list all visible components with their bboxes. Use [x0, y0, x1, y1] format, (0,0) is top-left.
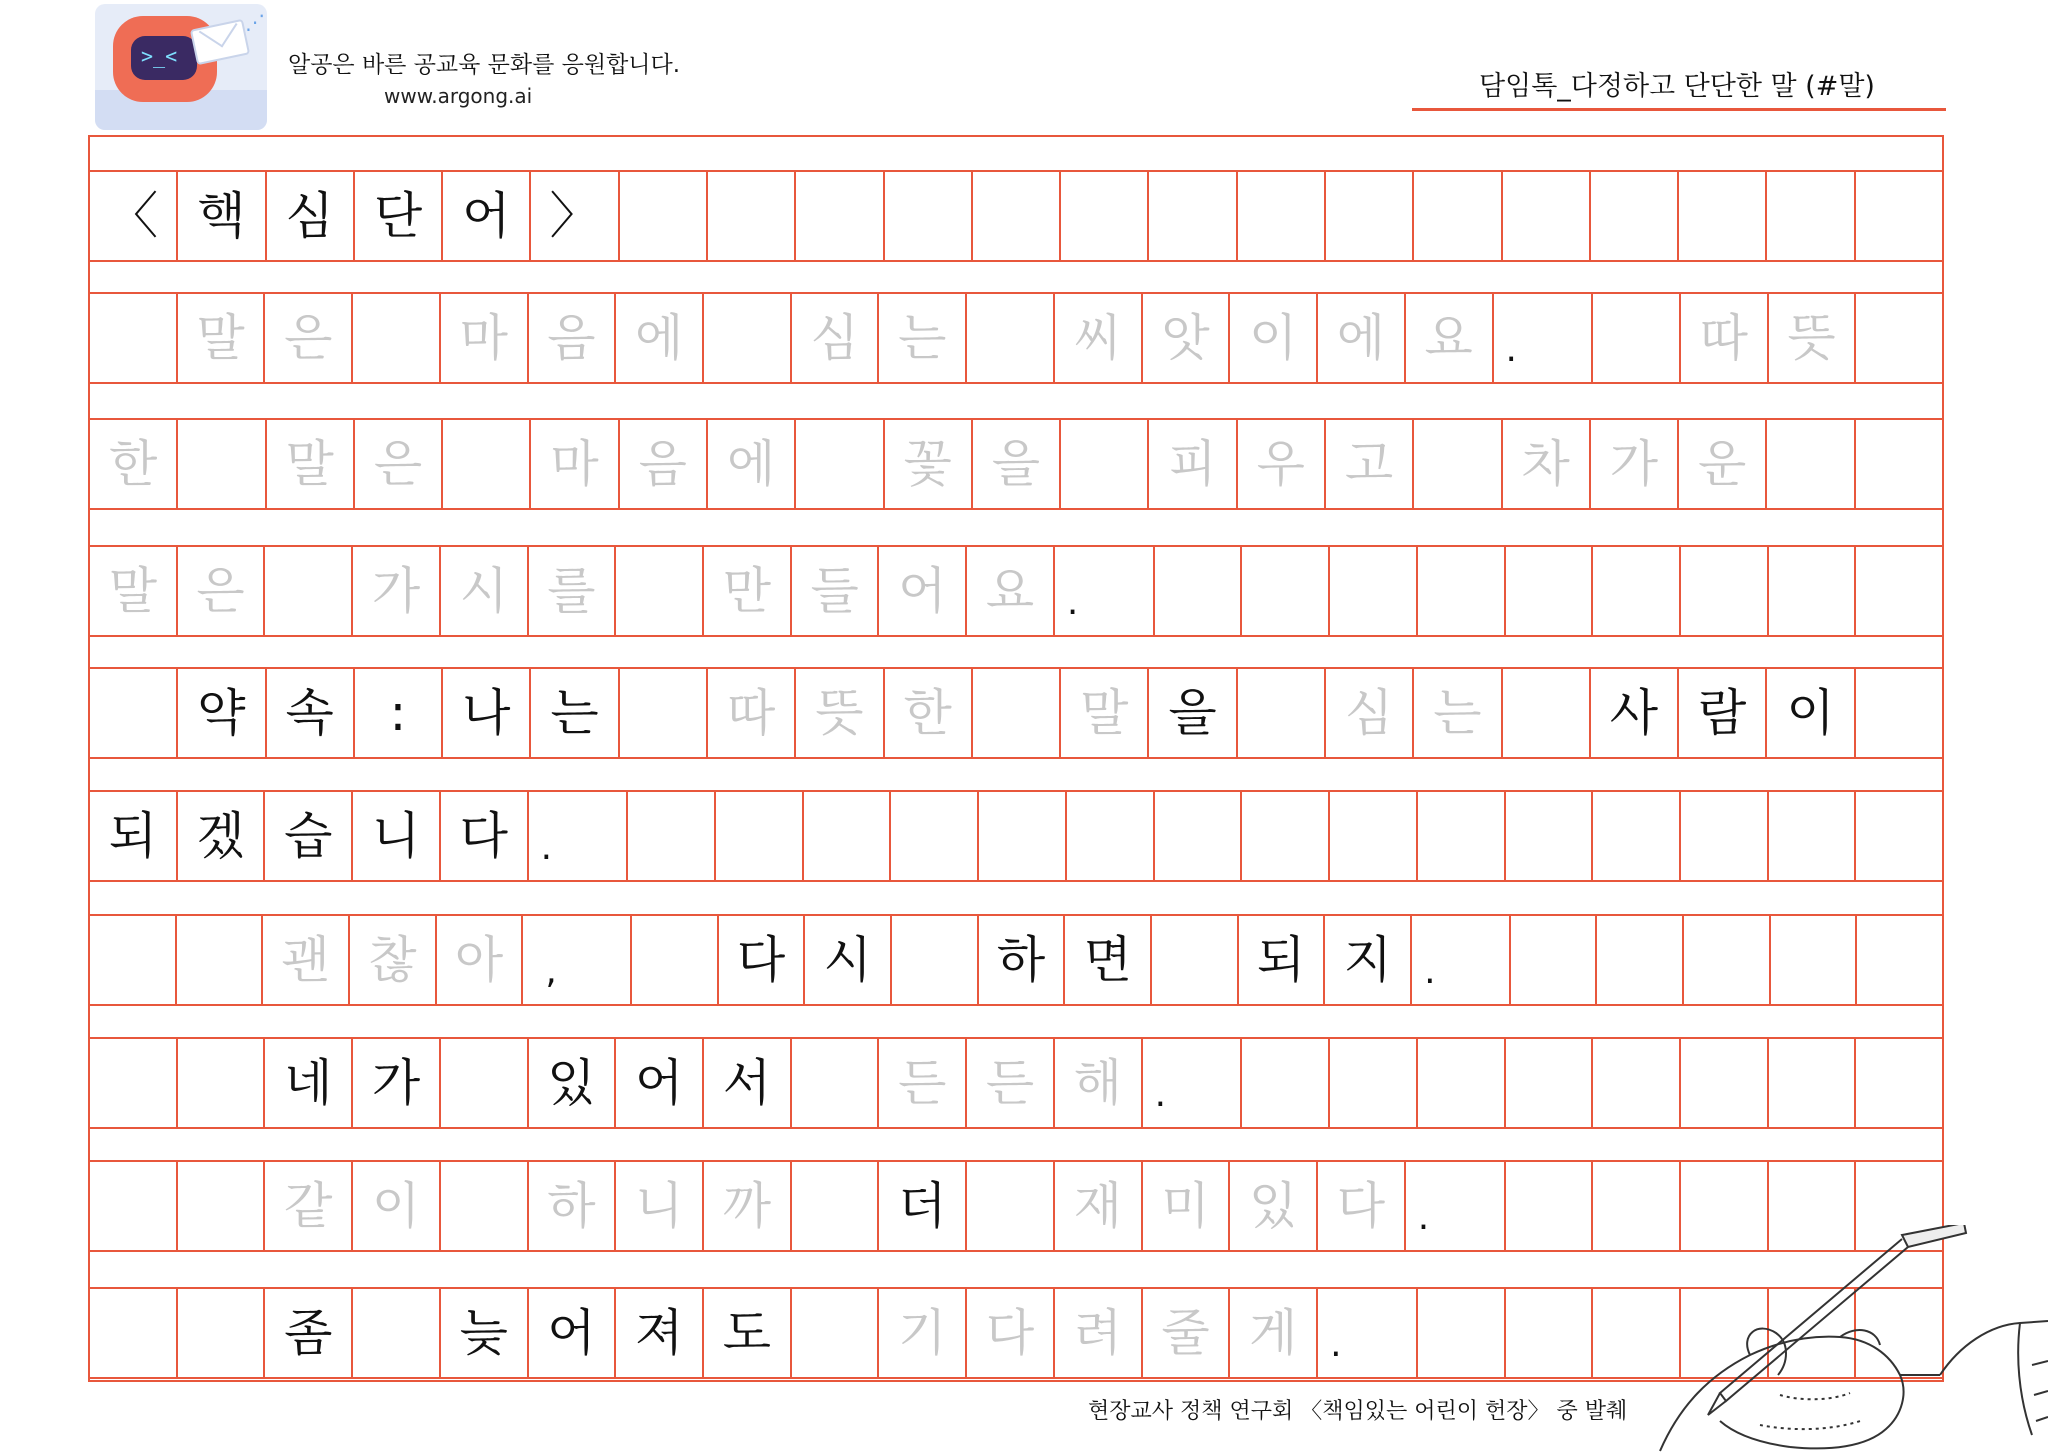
grid-cell: : — [355, 669, 443, 757]
grid-cell: . — [1055, 547, 1155, 635]
grid-cell: 핵 — [178, 172, 266, 260]
grid-cell — [177, 916, 264, 1004]
grid-row — [90, 1037, 1942, 1129]
grid-cell — [1681, 1039, 1769, 1127]
grid-cell — [1506, 1289, 1594, 1377]
grid-cell: 에 — [616, 294, 704, 382]
grid-cell: 면 — [1065, 916, 1152, 1004]
robot-face-icon: >_< — [141, 44, 178, 68]
grid-cell: 는 — [531, 669, 619, 757]
grid-cell: 게 — [1230, 1289, 1318, 1377]
grid-cell: 한 — [90, 420, 178, 508]
grid-cell — [796, 172, 884, 260]
grid-cell: 차 — [1503, 420, 1591, 508]
grid-cell — [178, 1289, 266, 1377]
grid-cell — [1418, 1289, 1506, 1377]
grid-cell: 은 — [265, 294, 353, 382]
grid-cell — [804, 792, 892, 880]
grid-cell — [1506, 1039, 1594, 1127]
grid-cell — [716, 792, 804, 880]
grid-cell: 꽃 — [885, 420, 973, 508]
grid-cell: 재 — [1055, 1162, 1143, 1250]
grid-cell: 이 — [1767, 669, 1855, 757]
grid-cell: 다 — [441, 792, 529, 880]
grid-cell — [1414, 172, 1502, 260]
grid-cell: 는 — [879, 294, 967, 382]
grid-cell: 고 — [1326, 420, 1414, 508]
grid-cell — [443, 420, 531, 508]
grid-cell — [90, 669, 178, 757]
grid-cell: 습 — [265, 792, 353, 880]
grid-cell — [1149, 172, 1237, 260]
grid-cell — [1679, 172, 1767, 260]
grid-cell: 도 — [704, 1289, 792, 1377]
sparkle-icon: ⋰ — [245, 10, 265, 34]
grid-cell: 져 — [616, 1289, 704, 1377]
grid-cell — [1152, 916, 1239, 1004]
grid-cell — [792, 1289, 880, 1377]
grid-cell — [1330, 1039, 1418, 1127]
grid-cell: 려 — [1055, 1289, 1143, 1377]
grid-cell — [1061, 172, 1149, 260]
grid-cell: 서 — [704, 1039, 792, 1127]
grid-cell — [1771, 916, 1858, 1004]
grid-cell: 우 — [1238, 420, 1326, 508]
grid-cell — [178, 420, 266, 508]
grid-cell: 미 — [1143, 1162, 1231, 1250]
grid-cell: . — [1143, 1039, 1243, 1127]
grid-cell — [1418, 1039, 1506, 1127]
grid-cell: 에 — [708, 420, 796, 508]
grid-cell: 은 — [178, 547, 266, 635]
grid-cell: 어 — [879, 547, 967, 635]
grid-cell: 까 — [704, 1162, 792, 1250]
grid-cell: 말 — [267, 420, 355, 508]
grid-cell — [973, 172, 1061, 260]
writing-grid — [88, 135, 1944, 1382]
grid-cell: 어 — [529, 1289, 617, 1377]
grid-cell — [967, 294, 1055, 382]
grid-cell: 이 — [1230, 294, 1318, 382]
grid-cell: 한 — [885, 669, 973, 757]
grid-cell: 따 — [708, 669, 796, 757]
grid-cell — [1856, 669, 1942, 757]
grid-cell: 니 — [616, 1162, 704, 1250]
robot-logo — [95, 4, 267, 130]
grid-cell — [441, 1162, 529, 1250]
grid-cell: 만 — [704, 547, 792, 635]
document-title: 담임톡_다정하고 단단한 말 (#말) — [1479, 71, 1875, 102]
grid-cell — [792, 1039, 880, 1127]
grid-cell: 지 — [1325, 916, 1412, 1004]
grid-cell: 마 — [531, 420, 619, 508]
grid-cell — [90, 294, 178, 382]
grid-cell — [265, 547, 353, 635]
grid-cell — [1242, 1039, 1330, 1127]
grid-cell: 겠 — [178, 792, 266, 880]
grid-cell — [796, 420, 884, 508]
grid-cell — [1769, 1039, 1857, 1127]
grid-cell: 뜻 — [796, 669, 884, 757]
grid-cell — [1418, 792, 1506, 880]
grid-cell — [1767, 420, 1855, 508]
grid-cell: 을 — [973, 420, 1061, 508]
grid-cell: 은 — [355, 420, 443, 508]
grid-cell — [1418, 547, 1506, 635]
grid-cell — [1061, 420, 1149, 508]
grid-cell: 단 — [355, 172, 443, 260]
grid-cell — [1684, 916, 1771, 1004]
grid-cell: 요 — [1406, 294, 1494, 382]
grid-cell — [1593, 547, 1681, 635]
grid-cell: 운 — [1679, 420, 1767, 508]
grid-cell — [1593, 792, 1681, 880]
grid-row — [90, 914, 1942, 1006]
grid-cell: 시 — [441, 547, 529, 635]
grid-row — [90, 667, 1942, 759]
grid-cell: 다 — [967, 1289, 1055, 1377]
grid-cell: 든 — [967, 1039, 1055, 1127]
grid-cell — [616, 547, 704, 635]
grid-cell — [1856, 547, 1942, 635]
grid-cell — [441, 1039, 529, 1127]
grid-cell — [90, 1289, 178, 1377]
grid-cell — [891, 792, 979, 880]
grid-cell — [1503, 669, 1591, 757]
grid-cell: 네 — [265, 1039, 353, 1127]
grid-cell — [632, 916, 719, 1004]
grid-row — [90, 418, 1942, 510]
grid-row — [90, 790, 1942, 882]
grid-cell: , — [523, 916, 632, 1004]
grid-cell — [1506, 547, 1594, 635]
grid-cell: 어 — [616, 1039, 704, 1127]
grid-cell — [1597, 916, 1684, 1004]
grid-cell — [1767, 172, 1855, 260]
grid-cell: 말 — [178, 294, 266, 382]
grid-cell — [1506, 1162, 1594, 1250]
grid-cell — [90, 1162, 178, 1250]
grid-cell: 든 — [879, 1039, 967, 1127]
grid-cell: 따 — [1681, 294, 1769, 382]
grid-cell: 하 — [979, 916, 1066, 1004]
grid-cell: 심 — [792, 294, 880, 382]
grid-cell: 심 — [267, 172, 355, 260]
grid-cell — [1681, 792, 1769, 880]
grid-cell — [178, 1039, 266, 1127]
grid-cell: 속 — [267, 669, 355, 757]
grid-cell: 는 — [1414, 669, 1502, 757]
grid-cell: 가 — [353, 547, 441, 635]
grid-cell: 다 — [1318, 1162, 1406, 1250]
title-underline — [1412, 108, 1946, 111]
grid-cell — [1330, 792, 1418, 880]
grid-cell — [1591, 172, 1679, 260]
grid-cell — [1326, 172, 1414, 260]
grid-cell: 앗 — [1143, 294, 1231, 382]
grid-cell — [1242, 792, 1330, 880]
grid-cell: 이 — [353, 1162, 441, 1250]
grid-cell — [1856, 294, 1942, 382]
grid-cell: 있 — [529, 1039, 617, 1127]
grid-cell — [1593, 1039, 1681, 1127]
grid-cell — [1238, 172, 1326, 260]
grid-cell — [1856, 420, 1942, 508]
grid-cell — [1856, 792, 1942, 880]
grid-cell: 있 — [1230, 1162, 1318, 1250]
grid-cell: 다 — [719, 916, 806, 1004]
grid-cell — [628, 792, 716, 880]
grid-cell: 를 — [529, 547, 617, 635]
grid-cell — [973, 669, 1061, 757]
grid-row — [90, 170, 1942, 262]
grid-cell — [90, 916, 177, 1004]
footer-citation: 현장교사 정책 연구회 〈책임있는 어린이 헌장〉 중 발췌 — [1088, 1399, 1628, 1424]
grid-cell — [1856, 1039, 1942, 1127]
grid-cell: 니 — [353, 792, 441, 880]
grid-cell — [1769, 792, 1857, 880]
grid-cell: 좀 — [265, 1289, 353, 1377]
grid-cell: 아 — [437, 916, 524, 1004]
grid-cell — [885, 172, 973, 260]
writing-hand-illustration — [1640, 1225, 2048, 1453]
grid-row — [90, 292, 1942, 384]
grid-cell: 가 — [1591, 420, 1679, 508]
grid-cell — [1769, 547, 1857, 635]
grid-cell — [1856, 172, 1942, 260]
grid-cell — [892, 916, 979, 1004]
grid-cell: 피 — [1149, 420, 1237, 508]
grid-cell: 줄 — [1143, 1289, 1231, 1377]
grid-cell — [353, 1289, 441, 1377]
grid-cell — [620, 669, 708, 757]
grid-cell: . — [1412, 916, 1511, 1004]
grid-cell: 람 — [1679, 669, 1767, 757]
grid-cell: 해 — [1055, 1039, 1143, 1127]
grid-cell: 시 — [805, 916, 892, 1004]
grid-cell: 나 — [443, 669, 531, 757]
grid-row — [90, 545, 1942, 637]
grid-cell — [1067, 792, 1155, 880]
grid-cell: 뜻 — [1769, 294, 1857, 382]
grid-cell: 늦 — [441, 1289, 529, 1377]
grid-cell: . — [529, 792, 629, 880]
grid-cell: 을 — [1149, 669, 1237, 757]
grid-cell: 괜 — [263, 916, 350, 1004]
grid-cell: . — [1406, 1162, 1506, 1250]
grid-cell — [353, 294, 441, 382]
grid-cell — [178, 1162, 266, 1250]
grid-cell — [967, 1162, 1055, 1250]
website-url: www.argong.ai — [384, 84, 533, 108]
grid-cell — [90, 1039, 178, 1127]
grid-cell — [704, 294, 792, 382]
page-header — [0, 0, 2048, 135]
grid-cell — [1506, 792, 1594, 880]
grid-cell: 말 — [1061, 669, 1149, 757]
grid-cell: 요 — [967, 547, 1055, 635]
grid-cell — [708, 172, 796, 260]
grid-cell: 들 — [792, 547, 880, 635]
grid-cell: 마 — [441, 294, 529, 382]
grid-cell: 〉 — [531, 172, 619, 260]
grid-cell — [1330, 547, 1418, 635]
grid-cell: 사 — [1591, 669, 1679, 757]
grid-cell: 어 — [443, 172, 531, 260]
grid-cell: 하 — [529, 1162, 617, 1250]
grid-cell — [1242, 547, 1330, 635]
grid-cell — [1681, 547, 1769, 635]
grid-cell: 음 — [620, 420, 708, 508]
grid-cell — [1238, 669, 1326, 757]
grid-cell — [1857, 916, 1942, 1004]
grid-cell — [1511, 916, 1598, 1004]
grid-cell — [620, 172, 708, 260]
grid-cell: 〈 — [90, 172, 178, 260]
grid-cell — [1503, 172, 1591, 260]
grid-cell: 더 — [879, 1162, 967, 1250]
grid-cell: . — [1494, 294, 1594, 382]
grid-cell: 기 — [879, 1289, 967, 1377]
grid-cell: 씨 — [1055, 294, 1143, 382]
grid-cell: . — [1318, 1289, 1418, 1377]
grid-cell: 찮 — [350, 916, 437, 1004]
grid-cell: 말 — [90, 547, 178, 635]
grid-cell — [1155, 792, 1243, 880]
grid-cell — [1155, 547, 1243, 635]
grid-cell — [1593, 294, 1681, 382]
grid-cell: 가 — [353, 1039, 441, 1127]
slogan-text: 알공은 바른 공교육 문화를 응원합니다. — [288, 52, 681, 78]
grid-cell: 약 — [178, 669, 266, 757]
grid-cell — [979, 792, 1067, 880]
grid-cell — [792, 1162, 880, 1250]
grid-cell: 같 — [265, 1162, 353, 1250]
grid-cell — [1414, 420, 1502, 508]
grid-cell: 음 — [529, 294, 617, 382]
grid-cell: 심 — [1326, 669, 1414, 757]
grid-cell: 되 — [90, 792, 178, 880]
grid-cell: 되 — [1239, 916, 1326, 1004]
grid-cell: 에 — [1318, 294, 1406, 382]
